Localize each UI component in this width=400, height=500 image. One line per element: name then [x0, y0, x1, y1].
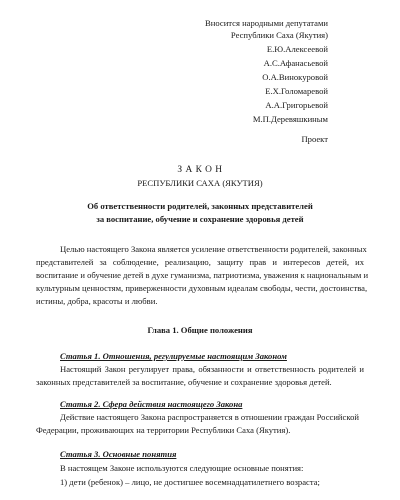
deputy-name: Е.Ю.Алексеевой: [266, 44, 328, 54]
intro-line-1: Вносится народными депутатами: [205, 18, 328, 28]
article-1-text: законных представителей за воспитание, обучение и сохранение здоровья детей.: [36, 377, 332, 387]
law-subtitle: РЕСПУБЛИКИ САХА (ЯКУТИЯ): [137, 178, 263, 188]
draft-label: Проект: [301, 134, 328, 144]
preamble-line: представителей за соблюдение, реализацию, защиту прав и интересов детей, их: [36, 257, 364, 267]
article-2-heading: Статья 2. Сфера действия настоящего Закона: [60, 399, 243, 409]
preamble-line: культурным ценностям, приверженности духовным идеалам свободы, чести, достоинства,: [36, 283, 368, 293]
preamble-line: воспитание и обучение детей в духе гуманизма, патриотизма, уважения к национальным и: [36, 270, 369, 280]
article-3-heading: Статья 3. Основные понятия: [60, 449, 177, 459]
deputy-name: А.А.Григорьевой: [265, 100, 328, 110]
article-3-text: В настоящем Законе используются следующие основные понятия:: [60, 463, 304, 473]
article-2-text: Действие настоящего Закона распространяется в отношении граждан Российской: [60, 412, 359, 422]
definition-item: 1) дети (ребенок) – лицо, не достигшее восемнадцатилетнего возраста;: [60, 477, 320, 487]
law-name-line-1: Об ответственности родителей, законных представителей: [87, 201, 313, 211]
article-1-text: Настоящий Закон регулирует права, обязанности и ответственность родителей и: [60, 364, 364, 374]
article-2-text: Федерации, проживающих на территории Республики Саха (Якутия).: [36, 425, 291, 435]
preamble-line: истины, добра, красоты и любви.: [36, 296, 158, 306]
article-1-heading: Статья 1. Отношения, регулируемые настоящим Законом: [60, 351, 287, 361]
law-name-line-2: за воспитание, обучение и сохранение здоровья детей: [96, 214, 304, 224]
preamble-line: Целью настоящего Закона является усиление ответственности родителей, законных: [60, 244, 367, 254]
deputy-name: О.А.Винокуровой: [262, 72, 328, 82]
deputy-name: М.П.Деревяшкиным: [252, 114, 328, 124]
deputy-name: Е.Х.Голомаревой: [265, 86, 328, 96]
deputy-name: А.С.Афанасьевой: [263, 58, 328, 68]
intro-line-2: Республики Саха (Якутия): [230, 30, 328, 40]
chapter-heading: Глава 1. Общие положения: [147, 325, 253, 335]
law-title: З А К О Н: [177, 165, 223, 175]
